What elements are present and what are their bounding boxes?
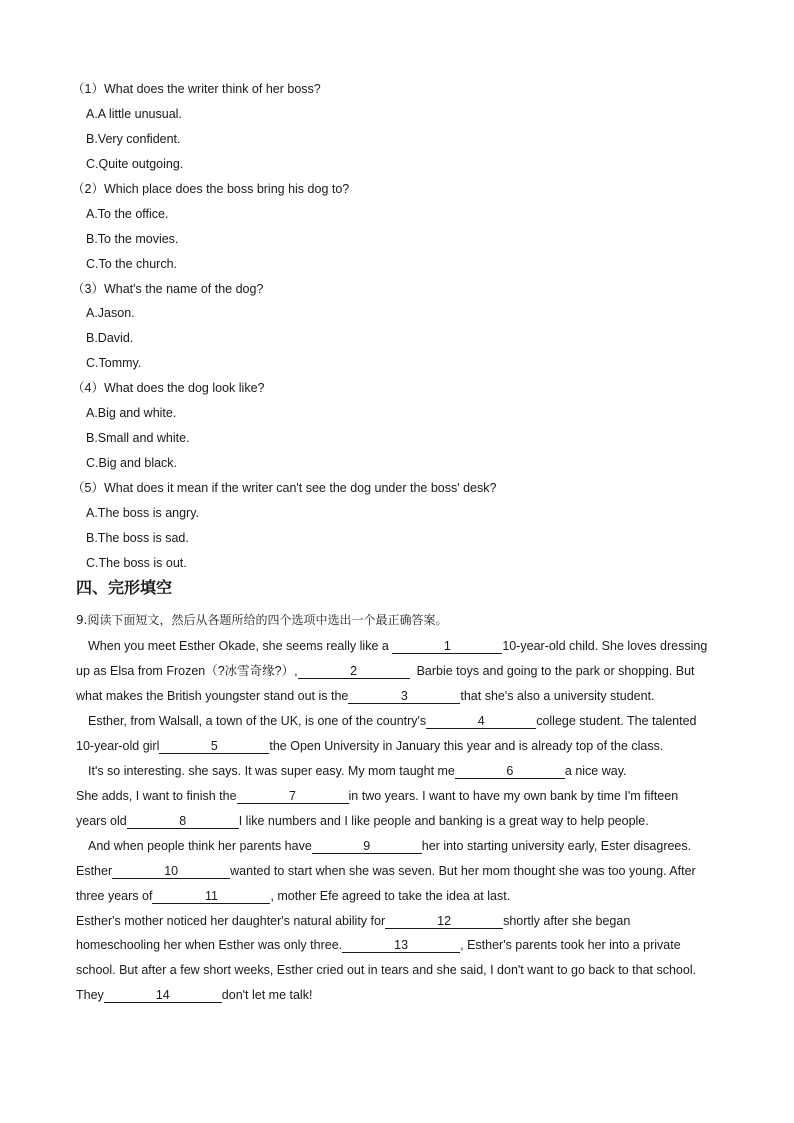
question-3-option-a: A.Jason. bbox=[86, 306, 135, 320]
section-instruction: 9.阅读下面短文，然后从各题所给的四个选项中选出一个最正确答案。 bbox=[76, 613, 448, 627]
blank-5: 5 bbox=[159, 739, 269, 754]
question-4-option-c: C.Big and black. bbox=[86, 456, 178, 470]
blank-7: 7 bbox=[237, 789, 349, 804]
section-title: 四、完形填空 bbox=[76, 578, 173, 597]
blank-14: 14 bbox=[104, 988, 222, 1003]
question-5-option-c: C.The boss is out. bbox=[86, 556, 187, 570]
question-1-option-a: A.A little unusual. bbox=[86, 107, 182, 121]
passage-line: They 14 don't let me talk! bbox=[76, 988, 313, 1002]
question-5-stem: （5）What does it mean if the writer can't see the dog under the boss' desk? bbox=[72, 481, 497, 495]
question-3-option-c: C.Tommy. bbox=[86, 356, 142, 370]
question-3-stem: （3）What's the name of the dog? bbox=[72, 282, 264, 296]
question-2-stem: （2）Which place does the boss bring his dog to? bbox=[72, 182, 350, 196]
question-1-stem: （1）What does the writer think of her boss? bbox=[72, 82, 321, 96]
passage-line: three years of 11 , mother Efe agreed to take the idea at last. bbox=[76, 889, 511, 903]
question-1-option-b: B.Very confident. bbox=[86, 132, 181, 146]
question-4-option-a: A.Big and white. bbox=[86, 406, 177, 420]
blank-12: 12 bbox=[385, 914, 503, 929]
passage-line: Esther's mother noticed her daughter's natural ability for 12 shortly after she began bbox=[76, 914, 631, 928]
passage-line: school. But after a few short weeks, Esther cried out in tears and she said, I don't want to go back to that school. bbox=[76, 963, 697, 977]
blank-13: 13 bbox=[342, 938, 460, 953]
question-3-option-b: B.David. bbox=[86, 331, 134, 345]
passage-line: up as Elsa from Frozen（?冰雪奇缘?）, 2 Barbie toys and going to the park or shopping. But bbox=[76, 664, 695, 678]
question-2-option-c: C.To the church. bbox=[86, 257, 178, 271]
passage-line: She adds, I want to finish the 7 in two years. I want to have my own bank by time I'm fifteen bbox=[76, 789, 679, 803]
question-5-option-a: A.The boss is angry. bbox=[86, 506, 200, 520]
question-1-option-c: C.Quite outgoing. bbox=[86, 157, 184, 171]
blank-3: 3 bbox=[348, 689, 460, 704]
question-4-option-b: B.Small and white. bbox=[86, 431, 190, 445]
passage-line: Esther 10 wanted to start when she was seven. But her mom thought she was too young. After bbox=[76, 864, 696, 878]
question-2-option-a: A.To the office. bbox=[86, 207, 169, 221]
passage-line: And when people think her parents have 9 her into starting university early, Ester disagrees. bbox=[88, 839, 692, 853]
passage-line: homeschooling her when Esther was only three. 13 , Esther's parents took her into a private bbox=[76, 938, 681, 952]
passage-line: years old 8 I like numbers and I like people and banking is a great way to help people. bbox=[76, 814, 649, 828]
blank-1: 1 bbox=[392, 639, 502, 654]
blank-2: 2 bbox=[298, 664, 410, 679]
blank-4: 4 bbox=[426, 714, 536, 729]
blank-9: 9 bbox=[312, 839, 422, 854]
passage-line: It's so interesting. she says. It was super easy. My mom taught me 6 a nice way. bbox=[88, 764, 627, 778]
blank-11: 11 bbox=[152, 889, 270, 904]
passage-line: Esther, from Walsall, a town of the UK, is one of the country's 4 college student. The talented bbox=[88, 714, 697, 728]
passage-line: 10-year-old girl 5 the Open University in January this year and is already top of the class. bbox=[76, 739, 664, 753]
passage-line: what makes the British youngster stand out is the 3 that she's also a university student. bbox=[76, 689, 655, 703]
blank-8: 8 bbox=[127, 814, 239, 829]
question-5-option-b: B.The boss is sad. bbox=[86, 531, 189, 545]
blank-10: 10 bbox=[112, 864, 230, 879]
passage-line: When you meet Esther Okade, she seems really like a 1 10-year-old child. She loves dressing bbox=[88, 639, 708, 653]
question-2-option-b: B.To the movies. bbox=[86, 232, 179, 246]
question-4-stem: （4）What does the dog look like? bbox=[72, 381, 265, 395]
blank-6: 6 bbox=[455, 764, 565, 779]
